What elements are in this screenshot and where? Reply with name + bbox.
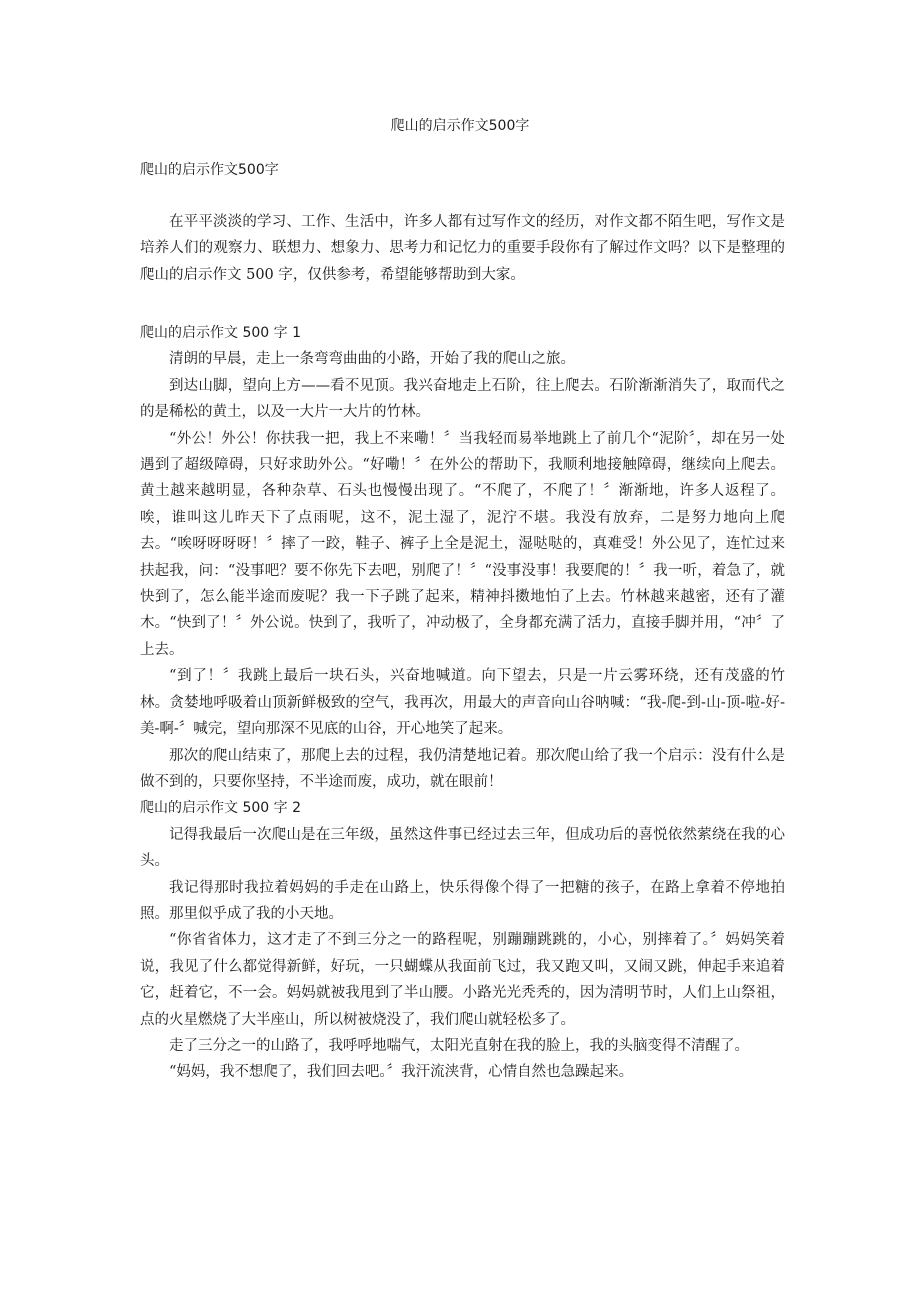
essay-2-heading: 爬山的启示作文 500 字 2 — [140, 800, 301, 817]
intro-section — [140, 209, 785, 288]
essay-1-paragraph: “外公！外公！你扶我一把，我上不来嘞！〞当我轻而易举地跳上了前几个“泥阶〞，却在另一处遇到了超级障碍，只好求助外公。“好嘞！〞在外公的帮助下，我顺利地接触障碍，继续向上爬去。黄土越来越明显，各种杂草、石头也慢慢出现了。“不爬了，不爬了！〞渐渐地，许多人返程了。唉，谁叫这儿昨天下了点雨呢，这不，泥土湿了，泥泞不堪。我没有放弃，二是努力地向上爬去。“唉呀呀呀呀！〞摔了一跤，鞋子、裤子上全是泥土，湿哒哒的，真难受！外公见了，连忙过来扶起我，问：“没事吧？要不你先下去吧，别爬了！〞“没事没事！我要爬的！〞我一听，着急了，就快到了，怎么能半途而废呢？我一下子跳了起来，精神抖擞地怕了上去。竹林越来越密，还有了灌木。“快到了！〞外公说。快到了，我听了，冲动极了，全身都充满了活力，直接手脚并用，“冲〞了上去。 — [140, 430, 785, 658]
intro-paragraph: 在平平淡淡的学习、工作、生活中，许多人都有过写作文的经历，对作文都不陌生吧，写作文是培养人们的观察力、联想力、想象力、思考力和记忆力的重要手段你有了解过作文吗？以下是整理的爬山的启示作文 500 字，仅供参考，希望能够帮助到大家。 — [140, 214, 785, 283]
essay-1-paragraph: 那次的爬山结束了，那爬上去的过程，我仍清楚地记着。那次爬山给了我一个启示：没有什么是做不到的，只要你坚持，不半途而废，成功，就在眼前！ — [140, 747, 785, 790]
essay-body — [140, 320, 785, 1086]
essay-2-paragraph: 我记得那时我拉着妈妈的手走在山路上，快乐得像个得了一把糖的孩子，在路上拿着不停地拍照。那里似乎成了我的小天地。 — [140, 879, 785, 922]
essay-1-paragraph: 清朗的早晨，走上一条弯弯曲曲的小路，开始了我的爬山之旅。 — [169, 351, 575, 368]
essay-2-paragraph: “妈妈，我不想爬了，我们回去吧。〞我汗流浃背，心情自然也急躁起来。 — [169, 1064, 634, 1081]
essay-2-paragraph: 走了三分之一的山路了，我呼呼地喘气，太阳光直射在我的脸上，我的头脑变得不清醒了。 — [169, 1037, 749, 1054]
essay-1-paragraph: 到达山脚，望向上方——看不见顶。我兴奋地走上石阶，往上爬去。石阶渐渐消失了，取而代之的是稀松的黄土，以及一大片一大片的竹林。 — [140, 377, 785, 421]
document-subtitle: 爬山的启示作文500字 — [140, 162, 279, 178]
document-title: 爬山的启示作文500字 — [390, 118, 530, 134]
essay-1-paragraph: “到了！〞我跳上最后一块石头，兴奋地喊道。向下望去，只是一片云雾环绕，还有茂盛的竹林。贪婪地呼吸着山顶新鲜极致的空气，我再次，用最大的声音向山谷呐喊：“我-爬-到-山-顶-啦-好-美-啊-〞喊完，望向那深不见底的山谷，开心地笑了起来。 — [140, 668, 785, 738]
essay-2-paragraph: 记得我最后一次爬山是在三年级，虽然这件事已经过去三年，但成功后的喜悦依然萦绕在我的心头。 — [140, 826, 785, 870]
essay-2-paragraph: “你省省体力，这才走了不到三分之一的路程呢，别蹦蹦跳跳的，小心，别摔着了。〞妈妈笑着说，我见了什么都觉得新鲜，好玩，一只蝴蝶从我面前飞过，我又跑又叫，又闹又跳，伸起手来追着它，赶着它，不一会。妈妈就被我甩到了半山腰。小路光光秃秃的，因为清明节时，人们上山祭祖，点的火星燃烧了大半座山，所以树被烧没了，我们爬山就轻松多了。 — [140, 932, 785, 1028]
essay-1-heading: 爬山的启示作文 500 字 1 — [140, 325, 301, 341]
